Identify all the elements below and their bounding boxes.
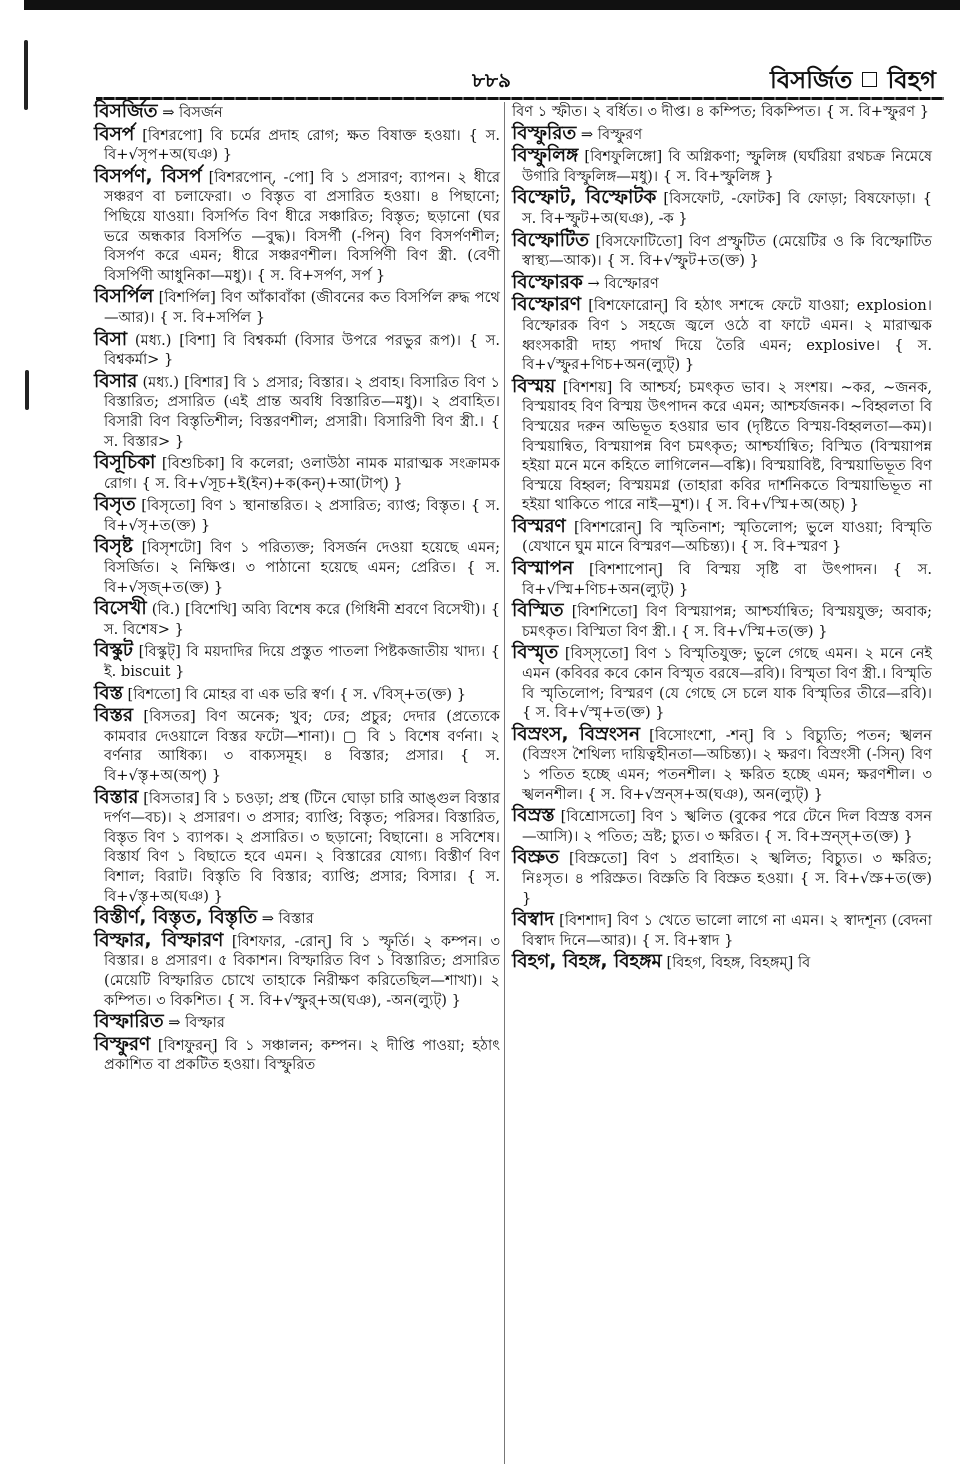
binding-marks	[24, 40, 30, 1440]
dictionary-entry	[94, 495, 500, 535]
entry-definition: [বিসতর] বিণ অনেক; খুব; ঢের; প্রচুর; দেদার (প্রত্যেকে কামবার দেওয়ালে বিস্তর ফটো—শানা)। ▢ বি ১ বিশেষ বর্ণনা। ২ বর্ণনার আধিক্য। ৩ বাক্যসমূহ। ৪ বিস্তার; প্রসার। { স. বি+√স্তৃ+অ(অপ্) }	[104, 708, 500, 784]
entry-definition: [বিশতো] বি মোহর বা এক ভরি স্বর্ণ। { স. √বিস্+ত(ক্ত) }	[127, 685, 467, 703]
entry-definition: [বিশফার, -রোন্] বি ১ স্ফূর্তি। ২ কম্পন। ৩ বিস্তার। ৪ প্রসারণ। ৫ বিকাশন। বিস্ফারিত বিণ ১ বিস্তারিত; প্রসারিত (মেয়েটি বিস্ফারিত চোখে তাহাকে নিরীক্ষণ করিতেছিল—শাখা)। ২ কম্পিত। ৩ বিকশিত। { স. বি+√স্ফুর্+অ(ঘঞ), -অন(ল্যুট্) }	[104, 932, 500, 1009]
entry-definition: [বিশশয়] বি আশ্চর্য; চমৎকৃত ভাব। ২ সংশয়। ~কর, ~জনক, বিস্ময়াবহ বিণ বিস্ময় উৎপাদন করে এমন; আশ্চর্যজনক। ~বিহ্বলতা বি বিস্ময়ের দরুন অভিভূত হওয়ার ভাব (দৃষ্টিতে বিস্ময়-বিহ্বলতা—কম)। বিস্ময়ান্বিত, বিস্ময়াপন্ন বিণ চমৎকৃত; আশ্চর্যান্বিত; বিস্মিত (বিস্ময়াপন্ন হইয়া মনে মনে কহিতে লাগিলেন—বঙ্কি)। বিস্ময়াবিষ্ট, বিস্ময়াভিভূত বিণ বিস্ময়ে বিহ্বল; বিস্ময়মগ্ন (তাহারা কবির দার্শনিকতে বিস্ময়াভিভূত না হইয়া থাকিতে পারে নাই—মুশ)। { স. বি+√স্মি+অ(অচ্) }	[522, 378, 932, 514]
page-header	[96, 62, 944, 98]
entry-definition: [বিশফুরন্] বি ১ সঞ্চালন; কম্পন। ২ দীপ্তি পাওয়া; হঠাৎ প্রকাশিত বা প্রকটিত হওয়া। বিস্ফুরিত	[104, 1036, 501, 1074]
dictionary-entry	[512, 377, 932, 515]
dictionary-entry	[94, 167, 500, 286]
entry-definition: [বিশরপো] বি চর্মের প্রদাহ রোগ; ক্ষত বিষাক্ত হওয়া। { স. বি+√সৃপ+অ(ঘঞ) }	[104, 126, 500, 164]
dictionary-entry	[94, 1012, 500, 1033]
first-guide-word: বিসর্জিত	[770, 65, 853, 94]
entry-headword: বিস্রুত	[512, 847, 560, 869]
dictionary-entry	[512, 102, 932, 122]
entry-definition: [বিশরপোন্, -পো] বি ১ প্রসারণ; ব্যাপন। ২ ধীরে সঞ্চরণ বা চলাফেরা। ৩ বিস্তৃত বা প্রসারিত হওয়া। ৪ পিছানো; পিছিয়ে যাওয়া। বিসর্পিত বিণ ধীরে সঞ্চারিত; বিস্তৃত; ছড়ানো (ঘর ভরে অন্ধকার বিসর্পিত —বুদ্ধ)। বিসর্পী (-পিন্) বিণ বিসর্পণশীল; বিসর্পণ করে এমন; ধীরে সঞ্চরণশীল। বিসর্পিণী বিণ স্ত্রী. (বেণী বিসর্পিণী আধুনিকা—মধু)। { স. বি+সর্পণ, সর্প }	[104, 168, 500, 284]
entry-definition: ⇒ বিস্ফার	[168, 1014, 225, 1032]
entry-definition: [বিশশিতো] বিণ বিস্ময়াপন্ন; আশ্চর্যান্বিত; বিস্ময়যুক্ত; অবাক; চমৎকৃত। বিস্মিতা বিণ স্ত্রী.। { স. বি+√স্মি+ত(ক্ত) }	[522, 603, 932, 640]
entry-definition: [বিশশরোন্] বি স্মৃতিনাশ; স্মৃতিলোপ; ভুলে যাওয়া; বিস্মৃতি (যেখানে ঘুম মানে বিস্মরণ—অচিন্ত্য)। { স. বি+স্মরণ }	[522, 518, 932, 556]
dictionary-entry	[94, 684, 500, 705]
entry-definition: [বিস্কুট্] বি ময়দাদির দিয়ে প্রস্তুত পাতলা পিষ্টকজাতীয় খাদ্য। { ই. biscuit }	[104, 643, 500, 681]
dictionary-entry	[94, 287, 500, 327]
box-separator-icon	[862, 72, 877, 87]
entry-definition: [বিসফোট, -ফোটক] বি ফোড়া; বিষফোড়া। { স. বি+স্ফুট+অ(ঘঞ), -ক }	[522, 190, 933, 227]
entry-headword: বিসর্প	[94, 123, 135, 145]
dictionary-entry	[512, 910, 932, 950]
dictionary-entry	[94, 372, 500, 451]
entry-definition: [বিসৃশটো] বিণ ১ পরিত্যক্ত; বিসর্জন দেওয়া হয়েছে এমন; বিসর্জিত। ২ নিক্ষিপ্ত। ৩ পাঠানো হয়েছে এমন; প্রেরিত। { স. বি+√সৃজ্+ত(ক্ত) }	[104, 539, 500, 596]
entry-definition: [বিশশাপোন্] বি বিস্ময় সৃষ্টি বা উৎপাদন। { স. বি+√স্মি+ণিচ+অন(ল্যুট্) }	[522, 561, 932, 598]
dictionary-entry	[94, 1035, 500, 1075]
dictionary-entry	[512, 295, 932, 374]
entry-headword: বিস্ফুরিত	[512, 122, 577, 144]
entry-headword: বিস্ফারিত	[94, 1011, 164, 1033]
entry-definition: [বিসৃতো] বিণ ১ স্থানান্তরিত। ২ প্রসারিত; ব্যাপ্ত; বিস্তৃত। { স. বি+√সৃ+ত(ক্ত) }	[104, 497, 501, 534]
entry-definition: [বিশফোরোন্] বি হঠাৎ সশব্দে ফেটে যাওয়া; explosion। বিস্ফোরক বিণ ১ সহজে জ্বলে ওঠে বা ফাটে এমন। ২ মারাত্মক ধ্বংসকারী দাহ্য পদার্থ দিয়ে তৈরি এমন; explosive। { স. বি+√স্ফুর+ণিচ+অন(ল্যুট্) }	[522, 297, 932, 374]
dictionary-entry	[94, 908, 500, 929]
entry-headword: বিস্ফোরক	[512, 271, 583, 293]
entry-definition: [বিস্রুতো] বিণ ১ প্রবাহিত। ২ স্খলিত; বিচ্যুত। ৩ ক্ষরিত; নিঃসৃত। ৪ পরিস্রুত। বিস্রুতি বি বিস্রুত হওয়া। { স. বি+√স্রু+ত(ক্ত) }	[522, 850, 932, 907]
entry-definition: (মধ্য.) [বিশার] বি ১ প্রসার; বিস্তার। ২ প্রবাহ। বিসারিত বিণ ১ বিস্তারিত; প্রসারিত (এই প্রান্ত অবধি বিস্তারিত—মধু)। ২ প্রবাহিত। বিসারী বিণ বিস্তৃতিশীল; বিস্তরণশীল; প্রসারী। বিসারিণী বিণ স্ত্রী.। { স. বিস্তার> }	[104, 373, 501, 450]
entry-definition: [বিসতার] বি ১ চওড়া; প্রস্থ (টিনে ঘোড়া চারি আঙ্গুল বিস্তার দর্পণ—বচ)। ২ প্রসারণ। ৩ প্রসার; ব্যাপ্তি; বিস্তৃত; পরিসর। বিস্তারিত, বিস্তৃত বিণ ১ ব্যাপক। ২ প্রসারিত। ৩ ছড়ানো; বিছানো। ৪ সবিশেষ। বিস্তার্য বিণ ১ বিছাতে হবে এমন। ২ বিস্তারের যোগ্য। বিস্তীর্ণ বিণ বিশাল; বিরাট। বিস্তৃতি বি বিস্তার; ব্যাপ্তি; প্রসার; বিসার। { স. বি+√স্তৃ+অ(ঘঞ) }	[104, 789, 500, 905]
entry-definition: [বিশর্পিল] বিণ আঁকাবাঁকা (জীবনের কত বিসর্পিল রুদ্ধ পথে—আর)। { স. বি+সর্পিল }	[104, 289, 500, 326]
entry-headword: বিস্তর	[94, 705, 134, 727]
dictionary-entry	[94, 453, 500, 493]
entry-headword: বিস্তীর্ণ, বিস্তৃত, বিস্তৃতি	[94, 907, 258, 929]
dictionary-entry	[512, 952, 932, 973]
dictionary-entry	[512, 559, 932, 599]
entry-definition: ⇒ বিসর্জন	[162, 104, 223, 121]
entry-headword: বিস্ফুলিঙ্গ	[512, 145, 579, 167]
entry-headword: বিসৃত	[94, 494, 136, 516]
dictionary-entry	[512, 146, 932, 186]
entry-headword: বিসর্জিত	[94, 101, 158, 122]
dictionary-entry	[94, 537, 500, 597]
dictionary-entry	[512, 601, 932, 641]
entry-headword: বিস্মিত	[512, 600, 564, 622]
column-divider	[504, 102, 505, 1464]
entry-headword: বিসার	[94, 370, 138, 392]
entry-definition: [বিশশাদ] বিণ ১ খেতে ভালো লাগে না এমন। ২ স্বাদশূন্য (বেদনা বিস্বাদ দিনে—আর)। { স. বি+স্বাদ }	[522, 912, 932, 949]
entry-definition: (মধ্য.) [বিশা] বি বিশ্বকর্মা (বিসার উপরে পরভুর রূপ)। { স. বিশ্বকর্মা> }	[104, 331, 500, 369]
entry-headword: বিস্মাপন	[512, 558, 574, 580]
entry-definition: বিণ ১ স্ফীত। ২ বর্ধিত। ৩ দীপ্ত। ৪ কম্পিত; বিকম্পিত। { স. বি+স্ফুরণ }	[512, 103, 930, 120]
entry-headword: বিস্রস্ত	[512, 805, 555, 827]
entry-headword: বিস্ময়	[512, 375, 556, 397]
entry-headword: বিসা	[94, 328, 128, 350]
dictionary-entry	[512, 643, 932, 722]
dictionary-entry	[94, 641, 500, 681]
dictionary-entry	[512, 124, 932, 145]
entry-definition: [বিশ্রোসতো] বিণ ১ স্খলিত (বুকের পরে টেনে দিল বিস্রস্ত বসন—আসি)। ২ পতিত; ভ্রষ্ট; চ্যুত। ৩ ক্ষরিত। { স. বি+স্রন্‌স্+ত(ক্ত) }	[522, 808, 933, 845]
entry-definition: [বিশুচিকা] বি কলেরা; ওলাউঠা নামক মারাত্মক সংক্রামক রোগ। { স. বি+√সূচ+ই(ইন)+ক(কন্)+আ(টাপ্) }	[104, 455, 500, 492]
entry-definition: [বিসোংশো, -শন্] বি ১ বিচ্যুতি; পতন; স্খলন (বিস্রংস শৈথিল্য দায়িত্বহীনতা—অচিন্ত্য)। ২ ক্ষরণ। বিস্রংসী (-সিন্) বিণ ১ পতিত হচ্ছে এমন; পতনশীল। ২ ক্ষরিত হচ্ছে এমন; ক্ষরণশীল। ৩ স্খলনশীল। { স. বি+√স্রন্‌স+অ(ঘঞ), অন(ল্যুট্) }	[522, 726, 933, 803]
entry-definition: [বিহগ, বিহঙ্গ, বিহঙ্গম্] বি	[666, 954, 811, 972]
dictionary-entry	[512, 806, 932, 846]
entry-headword: বিসর্পণ, বিসর্প	[94, 165, 202, 187]
entry-headword: বিস্কুট	[94, 640, 133, 662]
entry-definition: ⇒ বিস্তার	[261, 910, 314, 928]
entry-headword: বিস্ফোরণ	[512, 294, 582, 316]
entry-headword: বিসূচিকা	[94, 452, 156, 474]
entry-headword: বিহগ, বিহঙ্গ, বিহঙ্গম	[512, 951, 662, 973]
running-head	[770, 62, 936, 102]
header-rule	[96, 97, 944, 100]
entry-definition: [বিশফুলিঙ্গো] বি অগ্নিকণা; স্ফুলিঙ্গ (ঘর্ঘরিয়া রথচক্র নিমেষে উগারি বিস্ফুলিঙ্গ—মধু)। { স. বি+স্ফুলিঙ্গ }	[522, 148, 933, 185]
dictionary-entry	[94, 931, 500, 1010]
entry-headword: বিসেখী	[94, 598, 147, 620]
entry-headword: বিসর্পিল	[94, 286, 154, 308]
dictionary-entry	[512, 517, 932, 557]
left-column	[94, 102, 500, 1077]
dictionary-entry	[512, 188, 932, 228]
right-column	[512, 102, 932, 975]
dictionary-entry	[512, 848, 932, 908]
dictionary-entry	[94, 599, 500, 639]
dictionary-entry	[94, 330, 500, 370]
entry-definition: → বিস্ফোরণ	[587, 274, 659, 292]
entry-headword: বিস্রংস, বিস্রংসন	[512, 723, 640, 745]
dictionary-entry	[512, 725, 932, 804]
last-guide-word: বিহগ	[887, 65, 936, 94]
entry-definition: (বি.) [বিশেখি] অব্যি বিশেষ করে (গিধিনী শ্রবণে বিসেখী)। { স. বিশেষ> }	[104, 601, 501, 638]
entry-definition: [বিস্‌সৃতো] বিণ ১ বিস্মৃতিযুক্ত; ভুলে গেছে এমন। ২ মনে নেই এমন (কবিবর কবে কোন বিস্মৃত বরষে—রবি)। বিস্মৃতা বিণ স্ত্রী.। বিস্মৃতি বি স্মৃতিলোপ; বিস্মরণ (যে গেছে সে চলে যাক বিস্মৃতির তীরে—রবি)। { স. বি+√স্মৃ+ত(ক্ত) }	[522, 645, 933, 722]
page-number: ৮৮৯	[472, 68, 511, 92]
dictionary-entry	[94, 706, 500, 785]
dictionary-entry	[512, 273, 932, 294]
entry-headword: বিস্ফার, বিস্ফারণ	[94, 929, 224, 951]
entry-headword: বিস্ফোট, বিস্ফোটক	[512, 187, 657, 209]
dictionary-entry	[512, 231, 932, 271]
entry-headword: বিস্ফুরণ	[94, 1033, 151, 1055]
entry-headword: বিস্তার	[94, 786, 139, 808]
dictionary-entry	[94, 125, 500, 165]
entry-headword: বিসৃষ্ট	[94, 536, 133, 558]
entry-headword: বিস্বাদ	[512, 909, 554, 931]
entry-headword: বিস্মৃত	[512, 642, 559, 664]
dictionary-entry	[94, 788, 500, 907]
dictionary-entry	[94, 102, 500, 123]
entry-definition: ⇒ বিস্ফুরণ	[580, 125, 643, 143]
entry-definition: [বিসফোটিতো] বিণ প্রস্ফুটিত (মেয়েটির ও কি বিস্ফোটিত স্বাস্থ্য—আক)। { স. বি+√স্ফুট+ত(ক্ত) }	[522, 232, 932, 270]
entry-headword: বিস্ত	[94, 682, 123, 704]
top-scan-edge	[0, 0, 960, 10]
entry-headword: বিস্মরণ	[512, 515, 566, 537]
entry-headword: বিস্ফোটিত	[512, 229, 589, 251]
